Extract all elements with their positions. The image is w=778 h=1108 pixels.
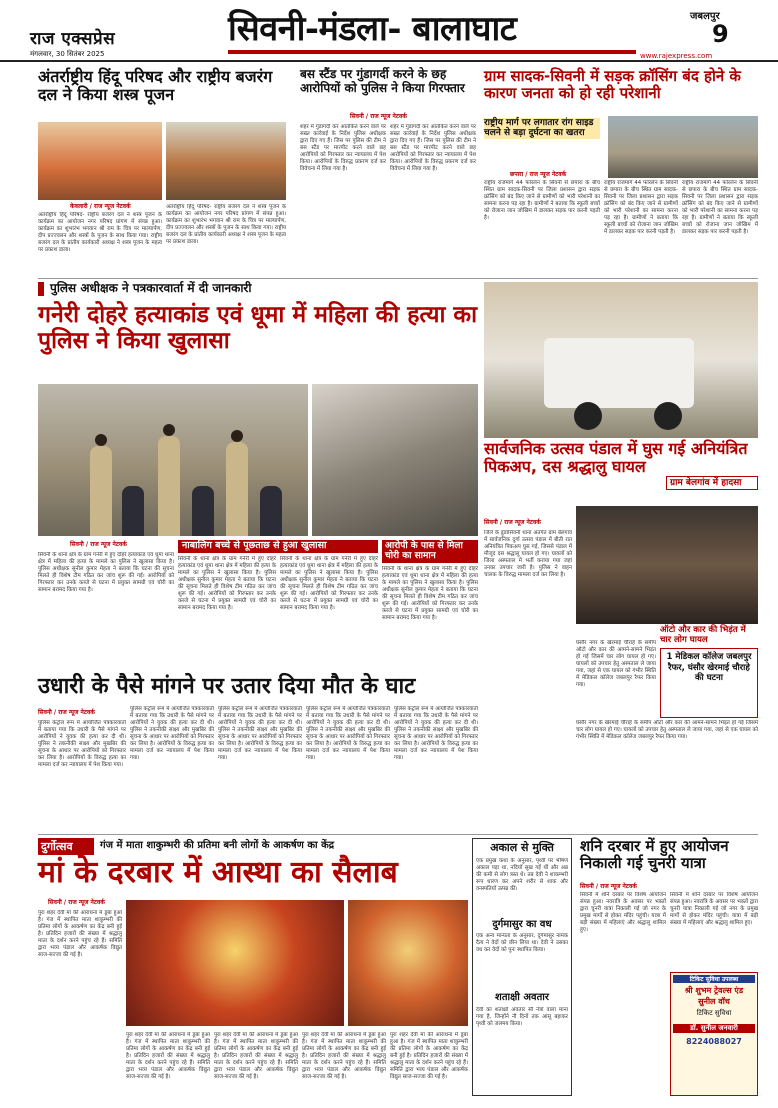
divider (38, 834, 758, 835)
ad-line: श्री शुभम ट्रेवल्स एंड (684, 986, 744, 995)
divider (38, 278, 758, 279)
story-kicker: पुलिस अधीक्षक ने पत्रकारवार्ता में दी जानकारी (38, 282, 438, 296)
story-headline-crash: ऑटो और कार की भिड़ंत में चार लोग घायल (660, 625, 746, 645)
story-headline-main: गनेरी दोहरे हत्याकांड एवं धूमा में महिला की हत्या का पुलिस ने किया खुलासा (38, 302, 478, 355)
advertisement[interactable] (670, 972, 758, 1096)
edition-city: जबलपुर (690, 11, 720, 22)
story-headline-shastra-pujan: अंतर्राष्ट्रीय हिंदू परिषद और राष्ट्रीय बजरंग दल ने किया शस्त्र पूजन (38, 67, 273, 105)
story-subheadline: आरोपी के पास से मिला चोरी का सामान (382, 540, 478, 563)
sidebar-body: देवी का शताक्षी अवतार सौ नेत्रों वाला माना गया है, जिन्होंने नौ दिनों तक आंसू बहाकर पृथ्वी को जलमय किया। (476, 1006, 568, 1027)
photo-shastra-pujan (38, 122, 162, 200)
title-underline (228, 50, 636, 54)
story-body: सिवनी में शनि दरबार पर विशेष आयोजन संपन्न हुआ। नवरात्रि के अवसर पर भक्तों द्वारा चुनरी यात्रा निकाली गई जो नगर के प्रमुख मार्गों से होकर मंदिर पहुंची। यात्रा में बड़ी संख्या में महिलाएं और श्रद्धालु शामिल हुए। (580, 892, 666, 933)
story-body: सिवनी के थाना क्षेत्र के ग्राम गनेरी में हुए दोहरे हत्याकांड एवं धूमा थाना क्षेत्र में महिला की हत्या के मामले का पुलिस ने खुलासा किया है। पुलिस अधीक्षक सुनील कुमार मेहता ने बताया कि घटना की सूचना मिलते ही विशेष टीम गठित कर जांच शुरू की गई। आरोपियों को गिरफ्तार कर उनके कब्जे से घटना में प्रयुक्त सामग्री एवं चोरी का सामान बरामद किया गया है। (38, 552, 174, 593)
photo-highway (608, 116, 758, 178)
ad-line: टिकिट सुविधा उपलब्ध (673, 975, 755, 983)
story-caption: सिवनी / राज न्यूज नेटवर्क (38, 709, 95, 716)
sidebar-body: एक अन्य मान्यता के अनुसार, दुर्गमासुर नामक दैत्य ने वेदों को छीन लिया था। देवी ने उसका वध कर वेदों को पुनः स्थापित किया। (476, 933, 568, 954)
page-number: 9 (712, 20, 729, 48)
photo-pickup-accident (484, 282, 758, 438)
story-subheadline: नाबालिग बच्चे से पूछताछ से हुआ खुलासा (178, 540, 378, 553)
story-body-cont: शहर में गुंडागर्दी कर आतंकित करने वाले पर सख्त कार्रवाई के निर्देश पुलिस अधीक्षक द्वारा दिए गए हैं। जिस पर पुलिस की टीम ने बस स्टैंड पर मारपीट करने वाले छह आरोपियों को गिरफ्तार कर न्यायालय में पेश किया। आरोपियों के विरुद्ध प्रकरण दर्ज कर विवेचना में लिया गया है। (390, 124, 476, 172)
website-link[interactable]: www.rajexpress.com (640, 52, 713, 60)
highlight-box: 1 मेडिकल कॉलेज जबलपुर रैफर, घंसौर खेरमाई चौराहे की घटना (660, 648, 758, 718)
story-headline-shani: शनि दरबार में हुए आयोजन निकाली गई चुनरी यात्रा (580, 837, 729, 873)
story-body-cont2: सिवनी के थाना क्षेत्र के ग्राम गनेरी में हुए दोहरे हत्याकांड एवं धूमा थाना क्षेत्र में महिला की हत्या के मामले का पुलिस ने खुलासा किया है। पुलिस अधीक्षक सुनील कुमार मेहता ने बताया कि घटना की सूचना मिलते ही विशेष टीम गठित कर जांच शुरू की गई। आरोपियों को गिरफ्तार कर उनके कब्जे से घटना में प्रयुक्त सामग्री एवं चोरी का सामान बरामद किया गया है। (280, 556, 378, 611)
story-caption: सिवनी / राज न्यूज नेटवर्क (350, 113, 407, 120)
story-caption: सिवनी / राज न्यूज नेटवर्क (48, 899, 105, 906)
photo-seized-items (312, 384, 478, 536)
story-body-cont: पुरा शहर देवी मां की आराधना में डूबा हुआ है। गंज में स्थापित माता शाकुम्भरी की प्रतिमा लोगों के आकर्षण का केंद्र बनी हुई है। प्रतिदिन हजारों की संख्या में श्रद्धालु माता के दर्शन करने पहुंच रहे हैं। समिति द्वारा भव्य पंडाल और आकर्षक विद्युत साज-सज्जा की गई है। (126, 1032, 210, 1080)
photo-goddess-idol (126, 900, 344, 1026)
story-body-cont3: पुरा शहर देवी मां की आराधना में डूबा हुआ है। गंज में स्थापित माता शाकुम्भरी की प्रतिमा लोगों के आकर्षण का केंद्र बनी हुई है। प्रतिदिन हजारों की संख्या में श्रद्धालु माता के दर्शन करने पहुंच रहे हैं। समिति द्वारा भव्य पंडाल और आकर्षक विद्युत साज-सज्जा की गई है। (302, 1032, 386, 1080)
story-body: पुरा शहर देवी मां की आराधना में डूबा हुआ है। गंज में स्थापित माता शाकुम्भरी की प्रतिमा लोगों के आकर्षण का केंद्र बनी हुई है। प्रतिदिन हजारों की संख्या में श्रद्धालु माता के दर्शन करने पहुंच रहे हैं। समिति द्वारा भव्य पंडाल और आकर्षक विद्युत साज-सज्जा की गई है। (38, 910, 122, 958)
sidebar-subheading: शताक्षी अवतार (495, 992, 549, 1004)
sidebar-body: एक प्रमुख कथा के अनुसार, पृथ्वी पर भीषण अकाल पड़ा था, नदियाँ सूख गईं थीं और अन्न की कमी से लोग त्रस्त थे। तब देवी ने शाकम्भरी रूप धारण कर अपने शरीर से शाक और वनस्पतियाँ उत्पन्न कीं। (476, 857, 568, 892)
story-strap: गंज में माता शाकुम्भरी की प्रतिमा बनी लोगों के आकर्षण का केंद्र (100, 840, 335, 851)
story-body: शहर में गुंडागर्दी कर आतंकित करने वाले पर सख्त कार्रवाई के निर्देश पुलिस अधीक्षक द्वारा दिए गए हैं। जिस पर पुलिस की टीम ने बस स्टैंड पर मारपीट करने वाले छह आरोपियों को गिरफ्तार कर न्यायालय में पेश किया। आरोपियों के विरुद्ध प्रकरण दर्ज कर विवेचना में लिया गया है। (300, 124, 386, 172)
story-headline-loan: उधारी के पैसे मांगने पर उतार दिया मौत के घाट (38, 674, 416, 699)
story-caption: केवलारी / राज न्यूज नेटवर्क (70, 203, 131, 210)
story-body-cont2: पुलिस कंट्रोल रूम में आयोजित पत्रकारवार्ता में बताया गया कि उधारी के पैसे मांगने पर आरोपियों ने युवक की हत्या कर दी थी। पुलिस ने तकनीकी साक्ष्य और मुखबिर की सूचना के आधार पर आरोपियों को गिरफ्तार कर लिया है। आरोपियों के विरुद्ध हत्या का मामला दर्ज कर न्यायालय में पेश किया गया। (218, 706, 302, 761)
story-body-cont: अंतर्राष्ट्रीय हिंदू परिषद- राष्ट्रीय बजरंग दल ने शस्त्र पूजन के कार्यक्रम का आयोजन नगर परिषद प्रांगण में संपन्न हुआ। कार्यक्रम का शुभारंभ भगवान श्री राम के चित्र पर माल्यार्पण, दीप प्रज्ज्वलन और शस्त्रों के पूजन के साथ किया गया। राष्ट्रीय बजरंग दल के प्रांतीय कार्यकारी अध्यक्ष ने शस्त्र पूजन के महत्व पर प्रकाश डाला। (166, 204, 286, 245)
sidebar-box (472, 838, 572, 1096)
photo-shastra-pujan-2 (166, 122, 286, 200)
story-subheadline: ग्राम बेलगांव में हादसा (666, 476, 758, 490)
sidebar-subheading: दुर्गमासुर का वध (492, 918, 552, 930)
story-caption: सिवनी / राज न्यूज नेटवर्क (580, 883, 637, 890)
sidebar-heading: अकाल से मुक्ति (490, 841, 554, 854)
story-body: पुलिस कंट्रोल रूम में आयोजित पत्रकारवार्ता में बताया गया कि उधारी के पैसे मांगने पर आरोपियों ने युवक की हत्या कर दी थी। पुलिस ने तकनीकी साक्ष्य और मुखबिर की सूचना के आधार पर आरोपियों को गिरफ्तार कर लिया है। आरोपियों के विरुद्ध हत्या का मामला दर्ज कर न्यायालय में पेश किया गया। (38, 720, 126, 768)
photo-police-press-conference (38, 384, 308, 536)
ad-line: टिकिट सुविधा (696, 1009, 732, 1017)
story-caption: सिवनी / राज न्यूज नेटवर्क (484, 519, 541, 526)
story-headline-bus-stand: बस स्टैंड पर गुंडागर्दी करने के छह आरोपियों को पुलिस ने किया गिरफ्तार (300, 67, 465, 95)
ad-phone: 8224088027 (686, 1037, 742, 1046)
story-body-cont4: पुलिस कंट्रोल रूम में आयोजित पत्रकारवार्ता में बताया गया कि उधारी के पैसे मांगने पर आरोपियों ने युवक की हत्या कर दी थी। पुलिस ने तकनीकी साक्ष्य और मुखबिर की सूचना के आधार पर आरोपियों को गिरफ्तार कर लिया है। आरोपियों के विरुद्ध हत्या का मामला दर्ज कर न्यायालय में पेश किया गया। (394, 706, 478, 761)
story-caption: सिवनी / राज न्यूज नेटवर्क (70, 541, 127, 548)
story-body-cont3: सिवनी के थाना क्षेत्र के ग्राम गनेरी में हुए दोहरे हत्याकांड एवं धूमा थाना क्षेत्र में महिला की हत्या के मामले का पुलिस ने खुलासा किया है। पुलिस अधीक्षक सुनील कुमार मेहता ने बताया कि घटना की सूचना मिलते ही विशेष टीम गठित कर जांच शुरू की गई। आरोपियों को गिरफ्तार कर उनके कब्जे से घटना में प्रयुक्त सामग्री एवं चोरी का सामान बरामद किया गया है। (382, 566, 478, 621)
story-body-cont2: राष्ट्रीय राजमार्ग 44 फोरलेन के सिवनी से छपारा के बीच स्थित ग्राम सादक-सिवनी पर जिला प्रशासन द्वारा सड़क क्रॉसिंग को बंद किए जाने से ग्रामीणों को भारी परेशानी का सामना करना पड़ रहा है। ग्रामीणों ने बताया कि स्कूली बच्चों को रोजाना जान जोखिम में डालकर सड़क पार करनी पड़ती है। (682, 180, 758, 235)
story-body: अंतर्राष्ट्रीय हिंदू परिषद- राष्ट्रीय बजरंग दल ने शस्त्र पूजन के कार्यक्रम का आयोजन नगर परिषद प्रांगण में संपन्न हुआ। कार्यक्रम का शुभारंभ भगवान श्री राम के चित्र पर माल्यार्पण, दीप प्रज्ज्वलन और शस्त्रों के पूजन के साथ किया गया। राष्ट्रीय बजरंग दल के प्रांतीय कार्यकारी अध्यक्ष ने शस्त्र पूजन के महत्व पर प्रकाश डाला। (38, 212, 162, 253)
story-body-cont4: पुरा शहर देवी मां की आराधना में डूबा हुआ है। गंज में स्थापित माता शाकुम्भरी की प्रतिमा लोगों के आकर्षण का केंद्र बनी हुई है। प्रतिदिन हजारों की संख्या में श्रद्धालु माता के दर्शन करने पहुंच रहे हैं। समिति द्वारा भव्य पंडाल और आकर्षक विद्युत साज-सज्जा की गई है। (390, 1032, 468, 1080)
story-body: घंसौर नगर के खेरमाई चौराहे के समीप ऑटो और कार की आमने-सामने भिड़ंत हो गई जिसमें चार लोग घायल हो गए। घायलों को उपचार हेतु अस्पताल ले जाया गया, जहां से एक घायल को गंभीर स्थिति में मेडिकल कॉलेज जबलपुर रैफर किया गया। (576, 640, 656, 688)
story-caption: छपारा / राज न्यूज नेटवर्क (510, 171, 567, 178)
story-body: राष्ट्रीय राजमार्ग 44 फोरलेन के सिवनी से छपारा के बीच स्थित ग्राम सादक-सिवनी पर जिला प्रशासन द्वारा सड़क क्रॉसिंग को बंद किए जाने से ग्रामीणों को भारी परेशानी का सामना करना पड़ रहा है। ग्रामीणों ने बताया कि स्कूली बच्चों को रोजाना जान जोखिम में डालकर सड़क पार करनी पड़ती है। (484, 180, 600, 221)
ad-line: सुनील वॉच (698, 997, 730, 1006)
photo-goddess-idol-2 (348, 900, 468, 1026)
story-body-cont3: पुलिस कंट्रोल रूम में आयोजित पत्रकारवार्ता में बताया गया कि उधारी के पैसे मांगने पर आरोपियों ने युवक की हत्या कर दी थी। पुलिस ने तकनीकी साक्ष्य और मुखबिर की सूचना के आधार पर आरोपियों को गिरफ्तार कर लिया है। आरोपियों के विरुद्ध हत्या का मामला दर्ज कर न्यायालय में पेश किया गया। (306, 706, 390, 761)
story-body-cont: घंसौर नगर के खेरमाई चौराहे के समीप ऑटो और कार की आमने-सामने भिड़ंत हो गई जिसमें चार लोग घायल हो गए। घायलों को उपचार हेतु अस्पताल ले जाया गया, जहां से एक घायल को गंभीर स्थिति में मेडिकल कॉलेज जबलपुर रैफर किया गया। (576, 720, 758, 740)
edition-date: मंगलवार, 30 सितंबर 2025 (30, 50, 105, 58)
page-title: सिवनी-मंडला- बालाघाट (228, 9, 517, 49)
story-body-cont: पुलिस कंट्रोल रूम में आयोजित पत्रकारवार्ता में बताया गया कि उधारी के पैसे मांगने पर आरोपियों ने युवक की हत्या कर दी थी। पुलिस ने तकनीकी साक्ष्य और मुखबिर की सूचना के आधार पर आरोपियों को गिरफ्तार कर लिया है। आरोपियों के विरुद्ध हत्या का मामला दर्ज कर न्यायालय में पेश किया गया। (130, 706, 214, 761)
story-body-cont: राष्ट्रीय राजमार्ग 44 फोरलेन के सिवनी से छपारा के बीच स्थित ग्राम सादक-सिवनी पर जिला प्रशासन द्वारा सड़क क्रॉसिंग को बंद किए जाने से ग्रामीणों को भारी परेशानी का सामना करना पड़ रहा है। ग्रामीणों ने बताया कि स्कूली बच्चों को रोजाना जान जोखिम में डालकर सड़क पार करनी पड़ती है। (604, 180, 678, 235)
ad-line: डॉ. सुनील जनवारी (673, 1024, 755, 1033)
story-body-cont: सिवनी में शनि दरबार पर विशेष आयोजन संपन्न हुआ। नवरात्रि के अवसर पर भक्तों द्वारा चुनरी यात्रा निकाली गई जो नगर के प्रमुख मार्गों से होकर मंदिर पहुंची। यात्रा में बड़ी संख्या में महिलाएं और श्रद्धालु शामिल हुए। (670, 892, 758, 926)
story-headline-road-crossing: ग्राम सादक-सिवनी में सड़क क्रॉसिंग बंद होने के कारण जनता को हो रही परेशानी (484, 67, 741, 103)
story-body: जिले के डूंडासिवनी थाना अंतर्गत ग्राम बेलगांव में सार्वजनिक दुर्गा उत्सव पंडाल में बीती रात अनियंत्रित पिकअप घुस गई, जिससे पंडाल में मौजूद दस श्रद्धालु घायल हो गए। घायलों को जिला अस्पताल में भर्ती कराया गया जहां उनका उपचार जारी है। पुलिस ने वाहन चालक के विरुद्ध मामला दर्ज कर लिया है। (484, 530, 572, 578)
story-body-cont: सिवनी के थाना क्षेत्र के ग्राम गनेरी में हुए दोहरे हत्याकांड एवं धूमा थाना क्षेत्र में महिला की हत्या के मामले का पुलिस ने खुलासा किया है। पुलिस अधीक्षक सुनील कुमार मेहता ने बताया कि घटना की सूचना मिलते ही विशेष टीम गठित कर जांच शुरू की गई। आरोपियों को गिरफ्तार कर उनके कब्जे से घटना में प्रयुक्त सामग्री एवं चोरी का सामान बरामद किया गया है। (178, 556, 276, 611)
story-body-cont2: पुरा शहर देवी मां की आराधना में डूबा हुआ है। गंज में स्थापित माता शाकुम्भरी की प्रतिमा लोगों के आकर्षण का केंद्र बनी हुई है। प्रतिदिन हजारों की संख्या में श्रद्धालु माता के दर्शन करने पहुंच रहे हैं। समिति द्वारा भव्य पंडाल और आकर्षक विद्युत साज-सज्जा की गई है। (214, 1032, 298, 1080)
story-headline-durga: मां के दरबार में आस्था का सैलाब (38, 855, 398, 890)
section-label: दुर्गोत्सव (38, 838, 94, 855)
photo-injured-crowd (576, 506, 758, 624)
story-headline-pandal: सार्वजनिक उत्सव पंडाल में घुस गई अनियंत्रित पिकअप, दस श्रद्धालु घायल (484, 439, 748, 477)
newspaper-brand: राज एक्सप्रेस (30, 29, 116, 49)
story-subheadline: राष्ट्रीय मार्ग पर लगातार रांग साइड चलने से बड़ा दुर्घटना का खतरा (484, 118, 600, 139)
